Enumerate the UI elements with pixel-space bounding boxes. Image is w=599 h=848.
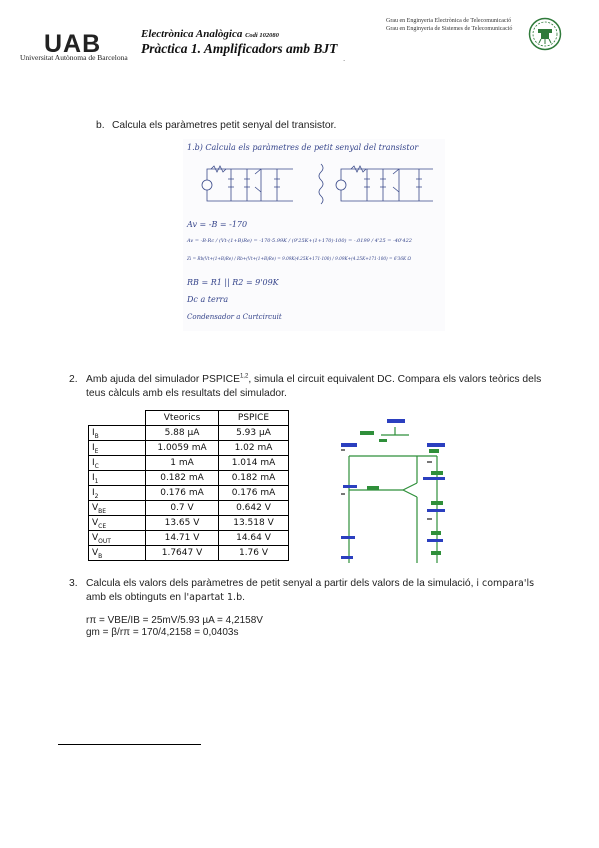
- question-3: [69, 577, 544, 605]
- handwritten-line-2: Av = -B·Rc / (Vt-(1+B)Re) = -170·5.99K / (9'25K+(1+170)·100) = -.0199 / 4'25 = -40'422: [187, 238, 412, 244]
- handwritten-line-6: Condensador a Curtcircuit: [187, 313, 282, 321]
- row-symbol: $I_B$: [89, 426, 146, 441]
- row-symbol: $I_E$: [89, 441, 146, 456]
- practice-title: Pràctica 1. Amplificadors amb BJT: [141, 41, 338, 56]
- question-text: Calcula els paràmetres petit senyal del transistor.: [112, 120, 337, 131]
- row-symbol: $V_B$: [89, 546, 146, 561]
- table-row: [89, 486, 289, 501]
- course-code: Codi 102080: [245, 32, 279, 39]
- dc-comparison-table: [88, 410, 289, 561]
- table-row: [89, 456, 289, 471]
- footnote-rule: [58, 744, 201, 745]
- question-label: b.: [96, 120, 105, 131]
- equation-gm: gm = β/rπ = 170/4,2158 = 0,0403s: [86, 627, 239, 638]
- col-header-pspice: PSPICE: [219, 411, 289, 426]
- university-name: Universitat Autònoma de Barcelona: [20, 53, 128, 62]
- handwritten-line-4: RB = R1 || R2 = 9'09K: [187, 278, 279, 287]
- table-corner: [89, 411, 146, 426]
- pspice-value: 13.518 V: [219, 516, 289, 531]
- col-header-theory: Vteorics: [146, 411, 219, 426]
- pspice-value: 14.64 V: [219, 531, 289, 546]
- row-symbol: $I_2$: [89, 486, 146, 501]
- question-text: Amb ajuda del simulador PSPICE$^{1,2}$, simula el circuit equivalent DC. Compara els valors teòrics dels teus càlculs amb els resultats del simulador.: [86, 373, 542, 399]
- row-symbol: $V_{CE}$: [89, 516, 146, 531]
- theory-value: 0.7 V: [146, 501, 219, 516]
- equation-r-pi: rπ = VBE/IB = 25mV/5.93 µA = 4,2158V: [86, 615, 263, 626]
- pspice-value: 5.93 µA: [219, 426, 289, 441]
- question-2: [69, 373, 544, 401]
- theory-value: 13.65 V: [146, 516, 219, 531]
- theory-value: 1 mA: [146, 456, 219, 471]
- row-symbol: $I_1$: [89, 471, 146, 486]
- handwritten-line-1: Av = -B = -170: [187, 220, 248, 229]
- handwritten-line-5: Dc a terra: [187, 295, 229, 304]
- theory-value: 14.71 V: [146, 531, 219, 546]
- handwritten-line-3: Zi = Rb(Vt+(1+B)Re) / Rb+(Vt+(1+B)Re) = 9.09K(4.25K+171·100) / 9.09K+(4.25K+171·100) = 6'36K Ω: [187, 256, 411, 261]
- theory-value: 5.88 µA: [146, 426, 219, 441]
- handwritten-heading: 1.b) Calcula els paràmetres de petit senyal del transistor: [187, 143, 419, 152]
- theory-value: 0.176 mA: [146, 486, 219, 501]
- faculty-emblem-icon: [528, 17, 562, 51]
- pspice-schematic: [327, 413, 470, 573]
- footnote-ref: 1,2: [239, 373, 249, 380]
- course-title: Electrònica Analògica Codi 102080: [141, 28, 279, 40]
- table-row: [89, 546, 289, 561]
- table-row: [89, 441, 289, 456]
- question-number: 2.: [69, 374, 78, 385]
- pspice-value: 0.642 V: [219, 501, 289, 516]
- pspice-value: 1.014 mA: [219, 456, 289, 471]
- row-symbol: $V_{BE}$: [89, 501, 146, 516]
- table-row: [89, 531, 289, 546]
- table-row: [89, 516, 289, 531]
- uab-logo: UAB: [44, 30, 102, 58]
- table-row: [89, 426, 289, 441]
- theory-value: 1.7647 V: [146, 546, 219, 561]
- table-row: [89, 501, 289, 516]
- degree-2: Grau en Enginyeria de Sistemes de Telecomunicació: [386, 26, 513, 32]
- pspice-value: 0.176 mA: [219, 486, 289, 501]
- theory-value: 1.0059 mA: [146, 441, 219, 456]
- handwritten-calculations: [183, 139, 445, 331]
- question-1b: [96, 119, 336, 133]
- row-symbol: $I_C$: [89, 456, 146, 471]
- question-text: Calcula els valors dels paràmetres de petit senyal a partir dels valors de la simulació, i compara'ls amb els obtinguts en l'apartat 1.b.: [86, 578, 535, 603]
- pspice-value: 1.02 mA: [219, 441, 289, 456]
- dot-mark: .: [343, 54, 346, 63]
- degree-names: [386, 17, 512, 33]
- theory-value: 0.182 mA: [146, 471, 219, 486]
- pspice-value: 0.182 mA: [219, 471, 289, 486]
- degree-1: Grau en Enginyeria Electrònica de Telecomunicació: [386, 18, 512, 24]
- table-header-row: [89, 411, 289, 426]
- row-symbol: $V_{OUT}$: [89, 531, 146, 546]
- pspice-value: 1.76 V: [219, 546, 289, 561]
- question-number: 3.: [69, 578, 78, 589]
- table-row: [89, 471, 289, 486]
